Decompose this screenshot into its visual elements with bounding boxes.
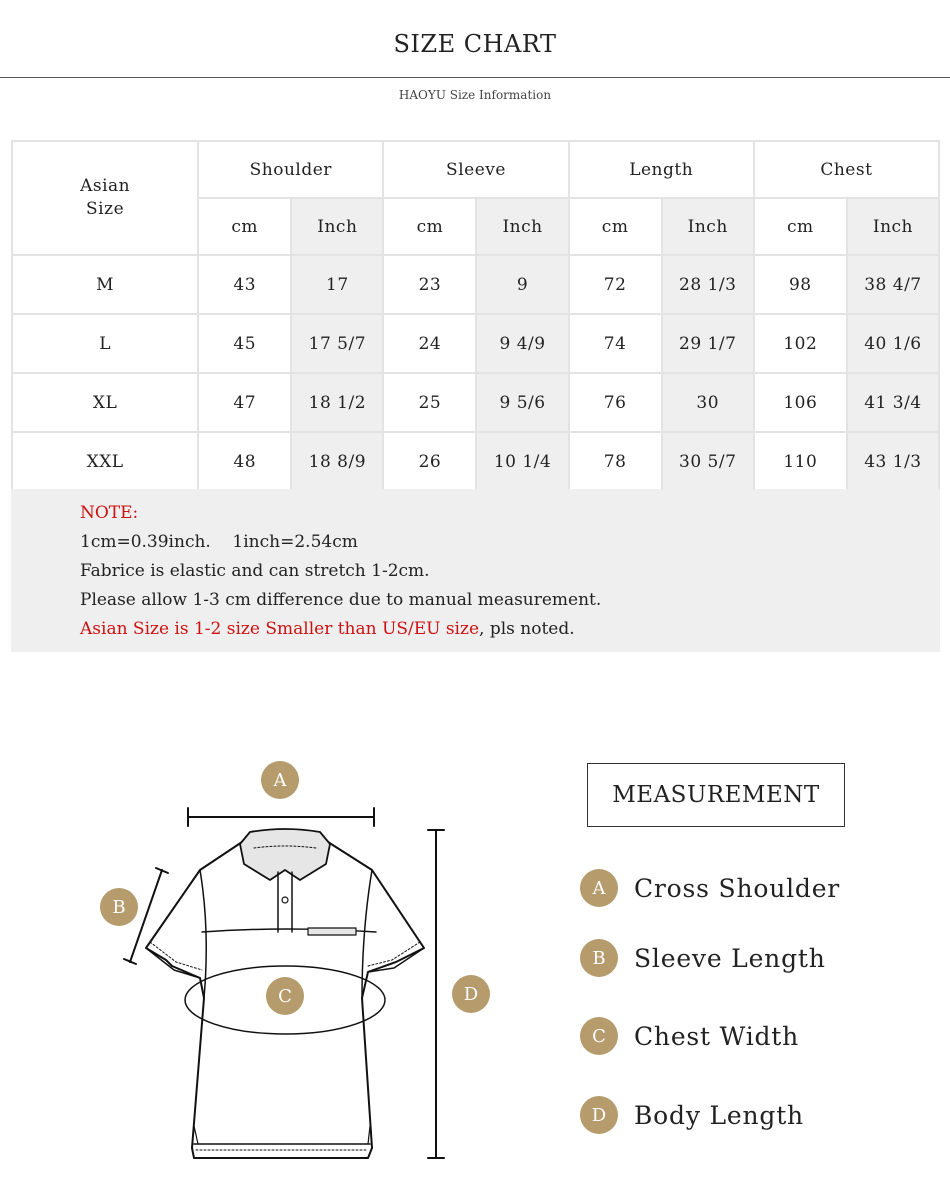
unit-header: Inch (662, 198, 754, 255)
unit-header: cm (198, 198, 291, 255)
page-subtitle: HAOYU Size Information (398, 88, 552, 102)
group-header-shoulder: Shoulder (198, 141, 383, 198)
note-size-warning-rest: , pls noted. (479, 619, 575, 639)
unit-header: cm (754, 198, 847, 255)
size-header-label: Asian Size (80, 176, 131, 219)
table-cell: 18 1/2 (291, 373, 383, 432)
size-cell: XL (12, 373, 198, 432)
legend-item-sleeve-length (580, 938, 826, 978)
legend-badge: D (580, 1096, 618, 1134)
table-cell: 18 8/9 (291, 432, 383, 491)
group-header-chest: Chest (754, 141, 939, 198)
measurement-title: MEASUREMENT (587, 763, 845, 827)
legend-badge: B (580, 939, 618, 977)
size-cell: XXL (12, 432, 198, 491)
legend-label: Body Length (634, 1100, 804, 1130)
legend-badge: C (580, 1017, 618, 1055)
unit-header: Inch (476, 198, 568, 255)
legend-label: Chest Width (634, 1021, 800, 1051)
note-panel (11, 489, 940, 652)
table-cell: 24 (383, 314, 476, 373)
diagram-badge-d: D (452, 975, 490, 1013)
legend-label: Sleeve Length (634, 943, 826, 973)
size-cell: M (12, 255, 198, 314)
table-cell: 29 1/7 (662, 314, 754, 373)
table-cell: 9 (476, 255, 568, 314)
table-cell: 38 4/7 (847, 255, 939, 314)
note-conversion: 1cm=0.39inch. 1inch=2.54cm (80, 532, 358, 552)
table-cell: 10 1/4 (476, 432, 568, 491)
table-cell: 110 (754, 432, 847, 491)
table-cell: 30 5/7 (662, 432, 754, 491)
table-cell: 48 (198, 432, 291, 491)
group-header-sleeve: Sleeve (383, 141, 568, 198)
table-cell: 47 (198, 373, 291, 432)
table-cell: 106 (754, 373, 847, 432)
table-row (12, 432, 939, 491)
note-heading: NOTE: (80, 503, 139, 523)
page-title: SIZE CHART (393, 30, 557, 58)
unit-header: cm (383, 198, 476, 255)
table-cell: 17 (291, 255, 383, 314)
table-cell: 28 1/3 (662, 255, 754, 314)
legend-badge: A (580, 869, 618, 907)
table-cell: 40 1/6 (847, 314, 939, 373)
legend-label: Cross Shoulder (634, 873, 841, 903)
table-row (12, 314, 939, 373)
table-cell: 72 (569, 255, 662, 314)
note-size-warning (80, 615, 940, 644)
note-size-warning-red: Asian Size is 1-2 size Smaller than US/EU size (80, 619, 480, 639)
table-cell: 17 5/7 (291, 314, 383, 373)
diagram-badge-b: B (100, 888, 138, 926)
diagram-badge-c: C (266, 977, 304, 1015)
shirt-diagram (80, 740, 520, 1180)
table-cell: 23 (383, 255, 476, 314)
unit-header: Inch (291, 198, 383, 255)
size-header (12, 141, 198, 255)
note-elastic: Fabrice is elastic and can stretch 1-2cm. (80, 561, 430, 581)
table-cell: 45 (198, 314, 291, 373)
table-row (12, 255, 939, 314)
table-cell: 26 (383, 432, 476, 491)
table-cell: 9 4/9 (476, 314, 568, 373)
table-cell: 76 (569, 373, 662, 432)
table-cell: 43 1/3 (847, 432, 939, 491)
table-cell: 78 (569, 432, 662, 491)
group-header-length: Length (569, 141, 754, 198)
table-cell: 41 3/4 (847, 373, 939, 432)
size-table (11, 140, 940, 492)
title-divider (0, 77, 950, 78)
table-cell: 25 (383, 373, 476, 432)
diagram-badge-a: A (261, 761, 299, 799)
table-cell: 43 (198, 255, 291, 314)
table-header-row (12, 141, 939, 198)
table-cell: 30 (662, 373, 754, 432)
size-cell: L (12, 314, 198, 373)
table-cell: 102 (754, 314, 847, 373)
table-cell: 9 5/6 (476, 373, 568, 432)
legend-item-chest-width (580, 1016, 799, 1056)
table-cell: 74 (569, 314, 662, 373)
table-cell: 98 (754, 255, 847, 314)
legend-item-cross-shoulder (580, 868, 840, 908)
legend-item-body-length (580, 1095, 804, 1135)
unit-header: Inch (847, 198, 939, 255)
polo-shirt-icon (80, 740, 520, 1180)
unit-header: cm (569, 198, 662, 255)
table-row (12, 373, 939, 432)
note-tolerance: Please allow 1-3 cm difference due to manual measurement. (80, 590, 602, 610)
